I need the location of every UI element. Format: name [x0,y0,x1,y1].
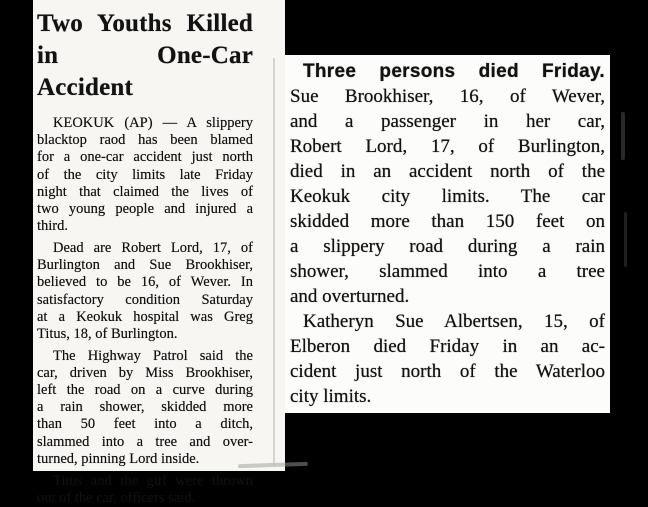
right-article-body [290,59,605,409]
text-line: left the road on a curve during [37,382,253,399]
paragraph [290,84,605,309]
text-line: and a passenger in her car, [290,111,605,132]
right-article-clipping [285,55,610,413]
text-line: out of the car, officers said. [37,489,196,506]
right-paragraphs [290,84,605,409]
text-line: Burlington and Sue Brookhiser, [37,257,253,274]
text-line: Titus, 18, of Burlington. [37,325,178,342]
text-line: Keokuk city limits. The car [290,186,605,207]
text-line: turned, pinning Lord inside. [37,450,200,467]
paragraph [37,115,253,235]
left-article-clipping [33,0,285,506]
text-line: a slippery road during a rain [290,236,605,257]
lead-in-line: Three persons died Friday. [303,61,605,82]
text-line: blacktop raod has been blamed [37,132,253,149]
paragraph [37,240,253,343]
left-article-body [37,115,253,507]
text-line: of the city limits late Friday [37,166,253,183]
text-line: shower, slammed into a tree [290,261,605,282]
text-line: KEOKUK (AP) — A slippery [53,115,253,131]
column-rule [273,58,275,466]
headline [37,8,253,104]
text-line: skidded more than 150 feet on [290,211,605,232]
scan-speck [624,212,627,267]
text-line: slammed into a tree and over- [37,433,253,450]
text-line: Katheryn Sue Albertsen, 15, of [303,311,605,332]
text-line: The Highway Patrol said the [53,347,253,364]
text-line: Robert Lord, 17, of Burlington, [290,136,605,157]
text-line: third. [37,218,69,235]
text-line: Sue Brookhiser, 16, of Wever, [290,86,605,107]
paragraph [37,473,253,507]
text-line: cident just north of the Waterloo [290,361,605,382]
scan-speck [621,112,625,160]
headline-line-2: in One-Car Accident [37,42,253,101]
text-line: for a one-car accident just north [37,149,253,166]
text-line: city limits. [290,386,372,407]
text-line: Titus and the girl were thrown [53,472,253,489]
text-line: than 50 feet into a ditch, [37,416,253,433]
text-line: night that claimed the lives of [37,183,253,200]
text-line: car, driven by Miss Brookhiser, [37,364,253,381]
text-line: Elberon died Friday in an ac- [290,336,605,357]
text-line: Dead are Robert Lord, 17, of [53,239,253,256]
paragraph [290,309,605,409]
text-line: at a Keokuk hospital was Greg [37,308,253,325]
paragraph [37,348,253,468]
text-line: and overturned. [290,286,410,307]
text-line: believed to be 16, of Wever. In [37,274,253,291]
left-paragraphs [37,115,253,507]
text-line: a rain shower, skidded more [37,399,253,416]
headline-line-1: Two Youths Killed [37,10,253,37]
text-line: two young people and injured a [37,201,253,218]
text-line: died in an accident north of the [290,161,605,182]
text-line: satisfactory condition Saturday [37,291,253,308]
